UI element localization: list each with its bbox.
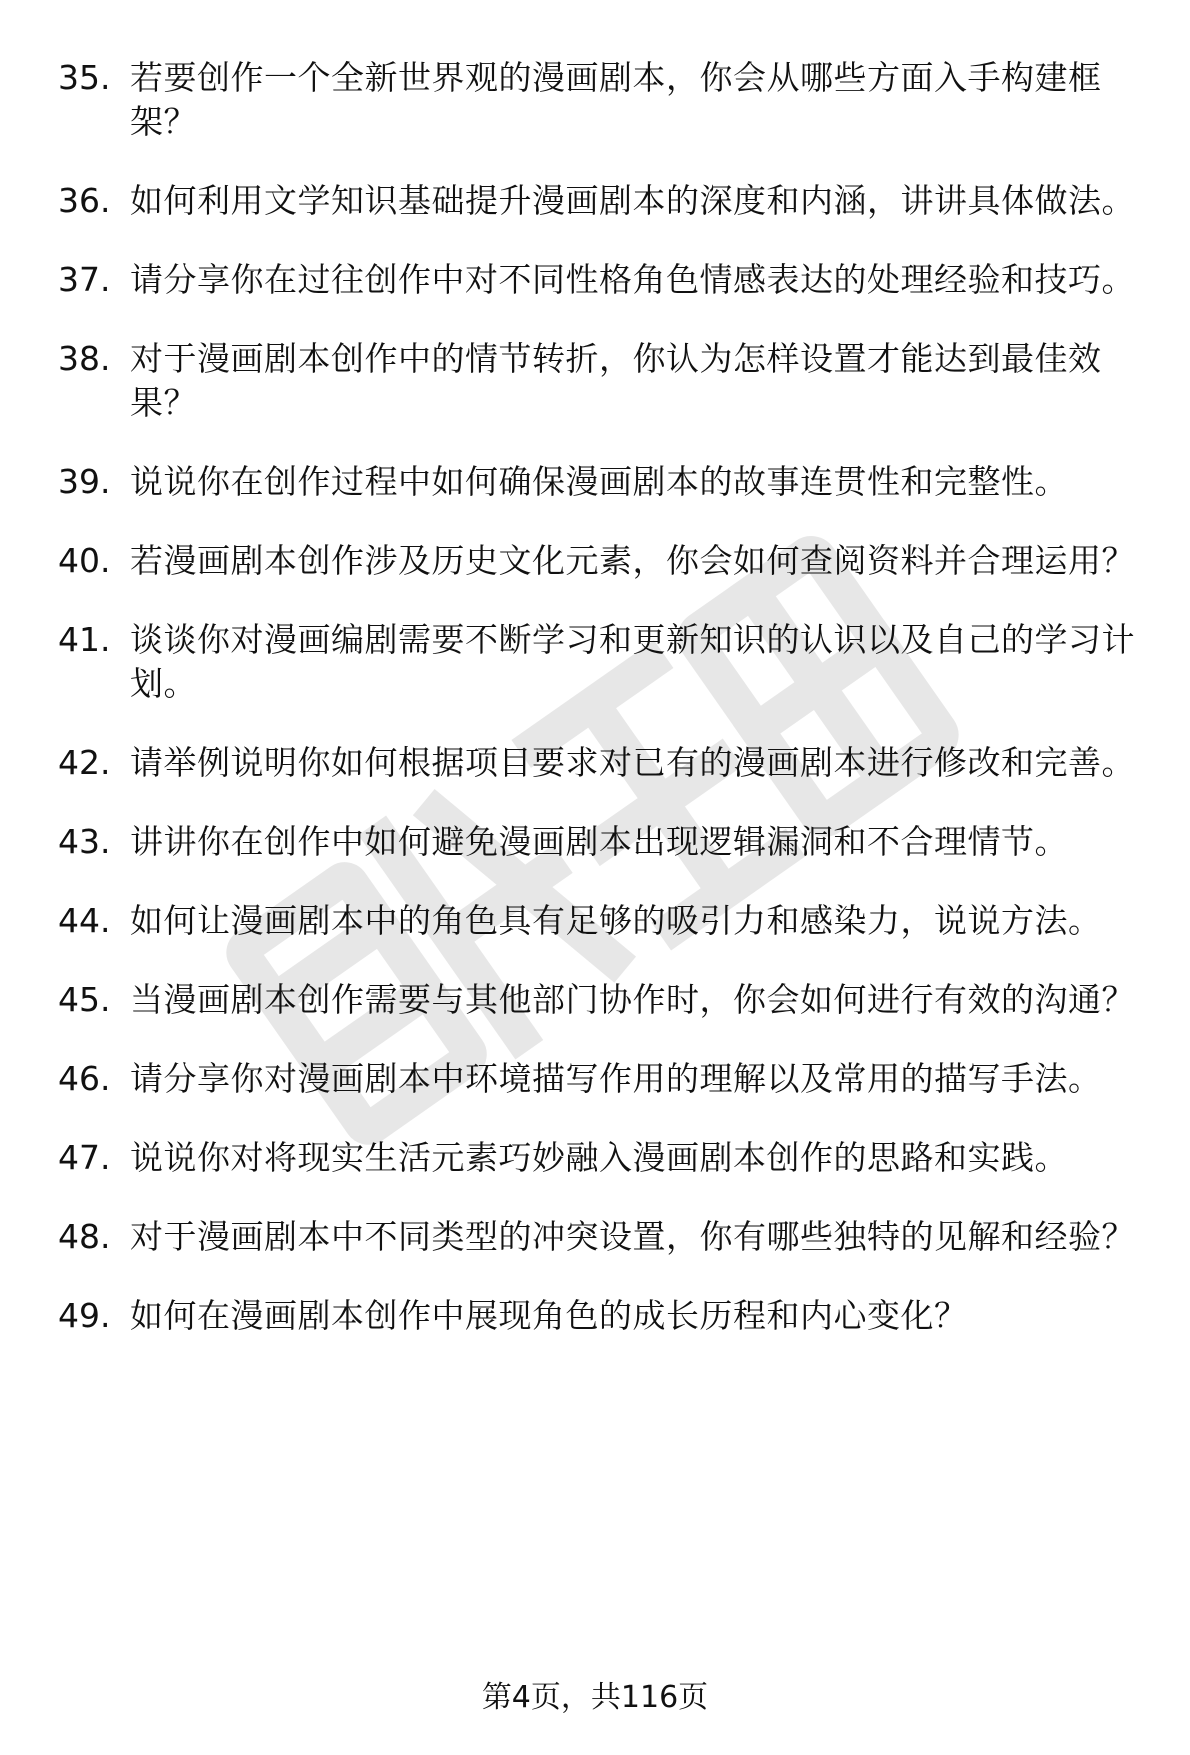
question-text: 对于漫画剧本中不同类型的冲突设置，你有哪些独特的见解和经验？: [130, 1217, 1135, 1256]
question-item-44: [58, 899, 1148, 943]
question-number: 37.: [58, 260, 111, 299]
question-text: 若漫画剧本创作涉及历史文化元素，你会如何查阅资料并合理运用？: [130, 541, 1135, 580]
question-text: 如何利用文学知识基础提升漫画剧本的深度和内涵，讲讲具体做法。: [130, 181, 1135, 220]
question-number: 39.: [58, 462, 111, 501]
question-item-47: [58, 1136, 1148, 1180]
question-number: 45.: [58, 980, 111, 1019]
question-item-40: [58, 539, 1148, 583]
question-item-48: [58, 1215, 1148, 1259]
page-number-label: 第4页，共116页: [481, 1680, 709, 1715]
question-text: 说说你对将现实生活元素巧妙融入漫画剧本创作的思路和实践。: [130, 1138, 1068, 1177]
question-text: 如何在漫画剧本创作中展现角色的成长历程和内心变化？: [130, 1296, 968, 1335]
question-text: 如何让漫画剧本中的角色具有足够的吸引力和感染力，说说方法。: [130, 901, 1102, 940]
question-number: 42.: [58, 743, 111, 782]
question-item-41: [58, 618, 1148, 706]
question-item-37: [58, 258, 1148, 302]
question-number: 35.: [58, 58, 111, 97]
question-text: 请举例说明你如何根据项目要求对已有的漫画剧本进行修改和完善。: [130, 743, 1135, 782]
question-number: 43.: [58, 822, 111, 861]
question-text: 讲讲你在创作中如何避免漫画剧本出现逻辑漏洞和不合理情节。: [130, 822, 1068, 861]
question-item-39: [58, 460, 1148, 504]
question-item-49: [58, 1294, 1148, 1338]
question-item-45: [58, 978, 1148, 1022]
question-item-36: [58, 179, 1148, 223]
question-item-38: [58, 337, 1148, 425]
question-text: 谈谈你对漫画编剧需要不断学习和更新知识的认识以及自己的学习计划。: [130, 620, 1135, 703]
question-text: 请分享你在过往创作中对不同性格角色情感表达的处理经验和技巧。: [130, 260, 1135, 299]
page-footer: [0, 1678, 1190, 1718]
question-item-46: [58, 1057, 1148, 1101]
question-number: 49.: [58, 1296, 111, 1335]
question-number: 48.: [58, 1217, 111, 1256]
question-text: 对于漫画剧本创作中的情节转折，你认为怎样设置才能达到最佳效果？: [130, 339, 1102, 422]
question-number: 47.: [58, 1138, 111, 1177]
question-number: 44.: [58, 901, 111, 940]
question-item-35: [58, 56, 1148, 144]
question-item-43: [58, 820, 1148, 864]
question-text: 若要创作一个全新世界观的漫画剧本，你会从哪些方面入手构建框架？: [130, 58, 1102, 141]
question-number: 46.: [58, 1059, 111, 1098]
question-list: [58, 56, 1148, 1373]
question-number: 38.: [58, 339, 111, 378]
question-number: 41.: [58, 620, 111, 659]
question-text: 说说你在创作过程中如何确保漫画剧本的故事连贯性和完整性。: [130, 462, 1068, 501]
question-number: 40.: [58, 541, 111, 580]
question-text: 请分享你对漫画剧本中环境描写作用的理解以及常用的描写手法。: [130, 1059, 1102, 1098]
question-number: 36.: [58, 181, 111, 220]
question-text: 当漫画剧本创作需要与其他部门协作时，你会如何进行有效的沟通？: [130, 980, 1135, 1019]
question-item-42: [58, 741, 1148, 785]
